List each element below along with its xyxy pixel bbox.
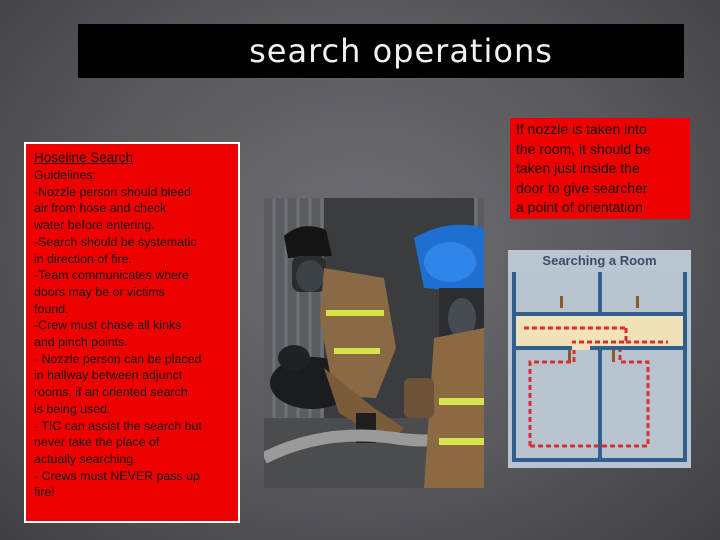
guideline-line: rooms, if an oriented search xyxy=(34,385,188,400)
note-line: a point of orientation xyxy=(516,199,643,215)
guideline-line: -Search should be systematic xyxy=(34,234,197,249)
guideline-line: air from hose and check xyxy=(34,201,167,216)
nozzle-note-panel xyxy=(510,118,690,219)
guideline-line: - TIC can assist the search but xyxy=(34,418,202,433)
guideline-line: - Crews must NEVER pass up xyxy=(34,468,200,483)
floorplan-illustration xyxy=(508,250,691,468)
guideline-line: -Nozzle person should bleed xyxy=(34,184,192,199)
guideline-line: fire! xyxy=(34,485,55,500)
guideline-line: Guidelines: xyxy=(34,168,96,182)
guideline-line: -Crew must chase all kinks xyxy=(34,318,182,333)
guideline-line: in hallway between adjunct xyxy=(34,368,183,383)
note-line: the room, it should be xyxy=(516,140,651,157)
guideline-line: water before entering. xyxy=(34,218,155,233)
note-line: door to give searcher xyxy=(516,179,648,196)
guideline-line: in direction of fire. xyxy=(34,251,132,266)
note-line: taken just inside the xyxy=(516,160,640,176)
guideline-line: - Nozzle person can be placed xyxy=(34,351,202,366)
firefighter-search-photo xyxy=(264,198,484,488)
guideline-line: and pinch points. xyxy=(34,335,128,350)
guideline-line: found. xyxy=(34,301,69,316)
guideline-line: actually searching. xyxy=(34,451,137,466)
photo-illustration xyxy=(264,198,484,488)
diagram-title: Searching a Room xyxy=(542,253,657,268)
note-line: If nozzle is taken into xyxy=(516,121,647,137)
panel-heading: Hoseline Search xyxy=(34,150,134,165)
guideline-line: -Team communicates where xyxy=(34,268,189,283)
guideline-line: is being used. xyxy=(34,401,111,416)
guideline-line: never take the place of xyxy=(34,435,160,450)
searching-room-diagram xyxy=(508,250,691,468)
title-bar xyxy=(78,24,684,78)
hoseline-search-panel xyxy=(24,142,240,523)
guideline-line: doors may be or victims xyxy=(34,284,165,299)
slide-title: search operations xyxy=(249,32,553,70)
